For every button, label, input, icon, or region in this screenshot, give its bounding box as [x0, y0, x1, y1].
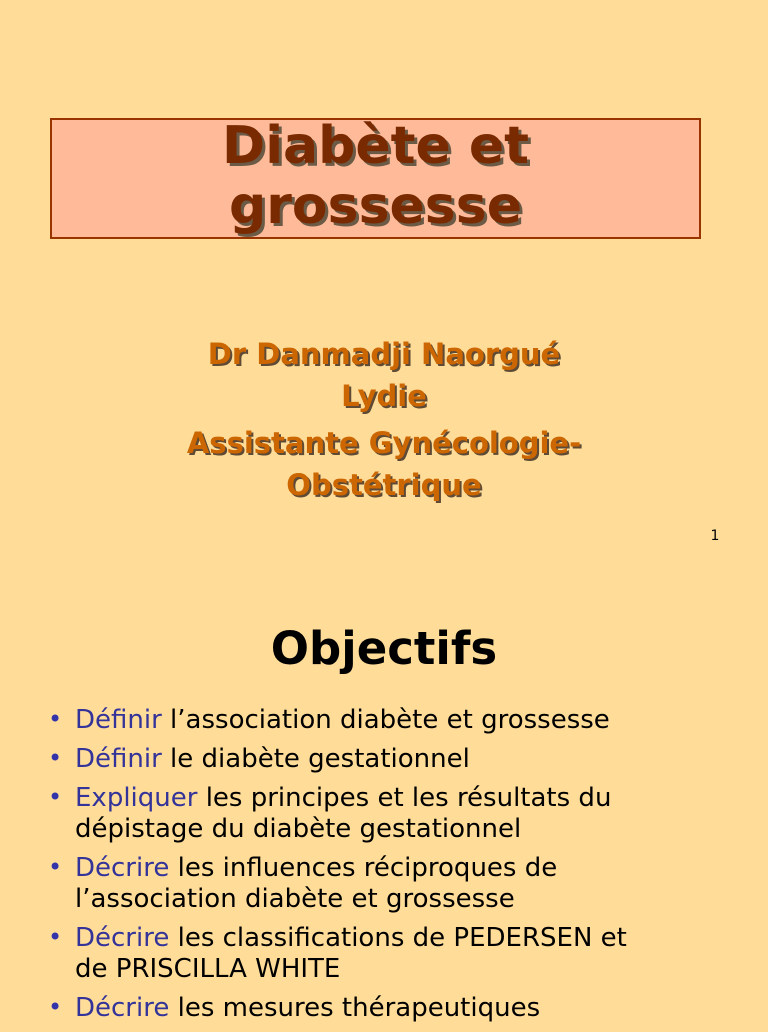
bullet-icon: •	[48, 993, 63, 1021]
objective-verb: Décrire	[75, 923, 170, 953]
author-line-2: Lydie	[341, 379, 427, 413]
objective-text: les influences réciproques de	[169, 853, 558, 883]
author-name	[0, 333, 768, 417]
objective-text: les principes et les résultats du	[197, 783, 612, 813]
bullet-icon: •	[48, 705, 63, 733]
objective-item	[48, 705, 728, 736]
bullet-icon: •	[48, 744, 63, 772]
objective-item	[48, 923, 728, 985]
objective-verb: Définir	[75, 705, 162, 735]
bullet-icon: •	[48, 853, 63, 881]
title-box	[50, 118, 701, 239]
objective-item	[48, 853, 728, 915]
page-number: 1	[710, 528, 720, 544]
bullet-icon: •	[48, 783, 63, 811]
objective-item	[48, 744, 728, 775]
role-line-1: Assistante Gynécologie-	[186, 426, 582, 460]
objective-verb: Décrire	[75, 853, 170, 883]
objective-text: dépistage du diabète gestationnel	[75, 814, 522, 844]
role-line-2: Obstétrique	[286, 468, 482, 502]
objective-text: les classifications de PEDERSEN et	[169, 923, 627, 953]
objectives-list	[48, 705, 728, 1032]
author-line-1: Dr Danmadji Naorgué	[207, 337, 561, 371]
objective-text: de PRISCILLA WHITE	[75, 954, 341, 984]
slide-objectives	[0, 560, 768, 1024]
objective-text: l’association diabète et grossesse	[161, 705, 610, 735]
objective-verb: Décrire	[75, 993, 170, 1023]
objective-item	[48, 993, 728, 1024]
title-line-1: Diabète et	[222, 116, 529, 176]
objective-text: le diabète gestationnel	[161, 744, 470, 774]
objectives-title: Objectifs	[270, 622, 498, 675]
bullet-icon: •	[48, 923, 63, 951]
objective-text: les mesures thérapeutiques	[169, 993, 541, 1023]
objective-verb: Définir	[75, 744, 162, 774]
author-role	[0, 422, 768, 506]
objective-text: l’association diabète et grossesse	[75, 884, 515, 914]
objective-item	[48, 783, 728, 845]
title-line-2: grossesse	[229, 176, 522, 236]
objective-verb: Expliquer	[75, 783, 198, 813]
